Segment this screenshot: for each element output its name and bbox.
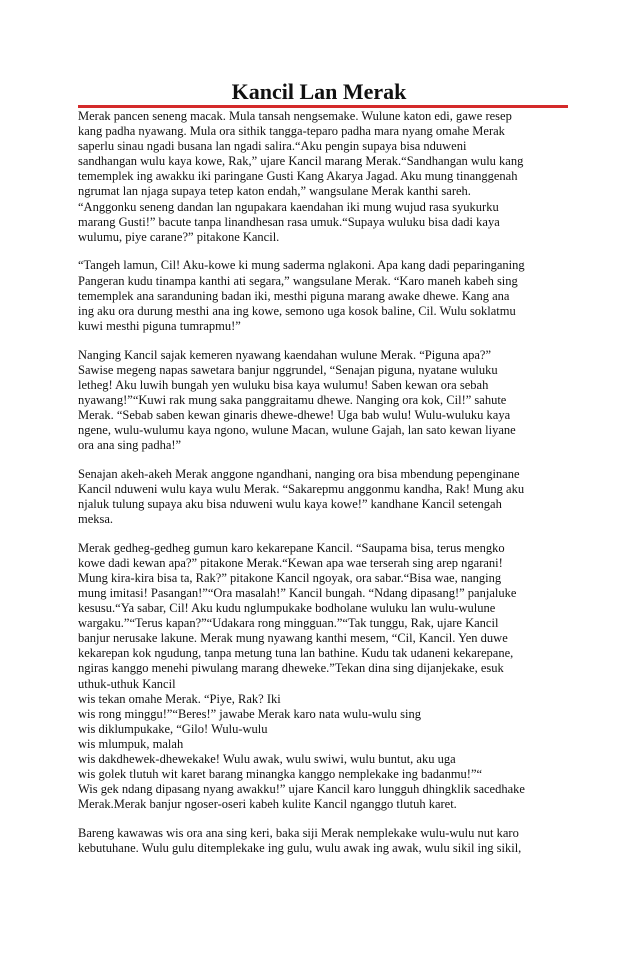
text-line: wis diklumpukake, “Gilo! Wulu-wulu (78, 721, 268, 736)
text-line: Merak.Merak banjur ngoser-oseri kabeh kulite Kancil nganggo tlutuh karet. (78, 797, 457, 812)
text-line: tememplek ing awakku iki paringane Gusti Kang Akarya Jagad. Aku mung tinanggenah (78, 169, 518, 184)
text-line: kang padha nyawang. Mula ora sithik tangga-teparo padha mara nyang omahe Merak (78, 124, 505, 139)
text-line: nyawang!”“Kuwi rak mung saka panggraitamu dhewe. Nanging ora kok, Cil!” sahute (78, 392, 507, 407)
text-line: kekarepan kok ngudung, tanpa metung tuna lan bathine. Kudu tak udaneni kekarepane, (78, 646, 514, 661)
text-line: sandhangan wulu kaya kowe, Rak,” ujare Kancil marang Merak.“Sandhangan wulu kang (78, 154, 524, 169)
text-line: ngene, wulu-wulumu kaya ngono, wulune Macan, wulune Gajah, lan sato kewan liyane (78, 422, 516, 437)
text-line: Merak gedheg-gedheg gumun karo kekarepane Kancil. “Saupama bisa, terus mengko (78, 540, 505, 555)
text-line: saperlu sinau ngadi busana lan ngadi salira.“Aku pengin supaya bisa nduweni (78, 139, 467, 154)
text-line: ngiras kanggo menehi piwulang marang dheweke.”Tekan dina sing dijanjekake, esuk (78, 661, 504, 676)
text-line: marang Gusti!” bacute tanpa linandhesan rasa umuk.“Supaya wuluku bisa dadi kaya (78, 214, 500, 229)
text-line: Mung kira-kira bisa ta, Rak?” pitakone Kancil ngoyak, ora sabar.“Bisa wae, nanging (78, 570, 502, 585)
text-line: ngrumat lan njaga supaya tetep katon endah,” wangsulane Merak kanthi sareh. (78, 184, 471, 199)
text-line: uthuk-uthuk Kancil (78, 676, 176, 691)
paragraph (78, 541, 573, 813)
text-line: njaluk tulung supaya aku bisa nduweni wulu kaya kowe!” kandhane Kancil setengah (78, 496, 502, 511)
text-line: Merak pancen seneng macak. Mula tansah nengsemake. Wulune katon edi, gawe resep (78, 109, 512, 123)
text-line: kebutuhane. Wulu gulu ditemplekake ing gulu, wulu awak ing awak, wulu sikil ing sikil, (78, 841, 522, 856)
text-line: banjur nerusake lakune. Merak mung nyawang kanthi mesem, “Cil, Kancil. Yen duwe (78, 631, 508, 646)
text-line: kowe dadi kewan apa?” pitakone Merak.“Kewan apa wae terserah sing arep ngarani! (78, 555, 503, 570)
text-line: “Anggonku seneng dandan lan ngupakara kaendahan iki mung wujud rasa syukurku (78, 199, 499, 214)
text-line: “Tangeh lamun, Cil! Aku-kowe ki mung saderma nglakoni. Apa kang dadi peparinganing (78, 258, 525, 273)
text-line: mung imitasi! Pasangan!”“Ora masalah!” Kancil bungah. “Ndang dipasang!” panjaluke (78, 586, 517, 600)
text-line: wis tekan omahe Merak. “Piye, Rak? Iki (78, 691, 281, 706)
text-line: letheg! Aku luwih bungah yen wuluku bisa kaya wulumu! Saben kewan ora sebah (78, 377, 489, 392)
text-line: ing aku ora durung mesthi ana ing kowe, semono uga kosok baline, Cil. Wulu soklatmu (78, 303, 516, 318)
paragraph (78, 258, 573, 333)
text-line: wargaku.”“Terus kapan?”“Udakara rong mingguan.”“Tak tunggu, Rak, ujare Kancil (78, 616, 499, 631)
text-line: Pangeran kudu tinampa kanthi ati segara,” wangsulane Merak. “Karo maneh kabeh sing (78, 273, 518, 288)
text-line: ora ana sing padha!” (78, 438, 182, 453)
text-line: Nanging Kancil sajak kemeren nyawang kaendahan wulune Merak. “Piguna apa?” (78, 347, 492, 362)
document-title: Kancil Lan Merak (231, 79, 407, 104)
text-line: Merak. “Sebab saben kewan ginaris dhewe-dhewe! Uga bab wulu! Wulu-wuluku kaya (78, 407, 511, 422)
text-line: tememplek ana saranduning badan iki, mesthi piguna marang awake dhewe. Kang ana (78, 288, 510, 303)
text-line: Senajan akeh-akeh Merak anggone ngandhani, nanging ora bisa mbendung pepenginane (78, 466, 520, 481)
text-line: wis dakdhewek-dhewekake! Wulu awak, wulu swiwi, wulu buntut, aku uga (78, 752, 456, 767)
text-line: Sawise megeng napas sawetara banjur nggrundel, “Senajan piguna, nyatane wuluku (78, 362, 498, 377)
title-underline (78, 105, 568, 108)
paragraph (78, 109, 573, 245)
text-line: Kancil nduweni wulu kaya wulu Merak. “Sakarepmu anggonmu kandha, Rak! Mung aku (78, 481, 525, 496)
paragraph (78, 467, 573, 527)
text-line: kuwi mesthi piguna tumrapmu!” (78, 318, 241, 333)
document-body (78, 109, 573, 870)
text-line: Wis gek ndang dipasang nyang awakku!” ujare Kancil karo lungguh dhingklik sacedhake (78, 782, 525, 797)
text-line: wulumu, piye carane?” pitakone Kancil. (78, 229, 280, 244)
paragraph (78, 348, 573, 454)
text-line: Bareng kawawas wis ora ana sing keri, baka siji Merak nemplekake wulu-wulu nut karo (78, 826, 519, 840)
text-line: wis rong minggu!”“Beres!” jawabe Merak karo nata wulu-wulu sing (78, 706, 421, 721)
text-line: meksa. (78, 512, 114, 527)
text-line: wis mlumpuk, malah (78, 736, 184, 751)
paragraph (78, 826, 573, 856)
text-line: wis golek tlutuh wit karet barang minangka kanggo nemplekake ing badanmu!”“ (78, 767, 483, 782)
text-line: kesusu.“Ya sabar, Cil! Aku kudu nglumpukake bodholane wuluku lan wulu-wulune (78, 601, 496, 616)
